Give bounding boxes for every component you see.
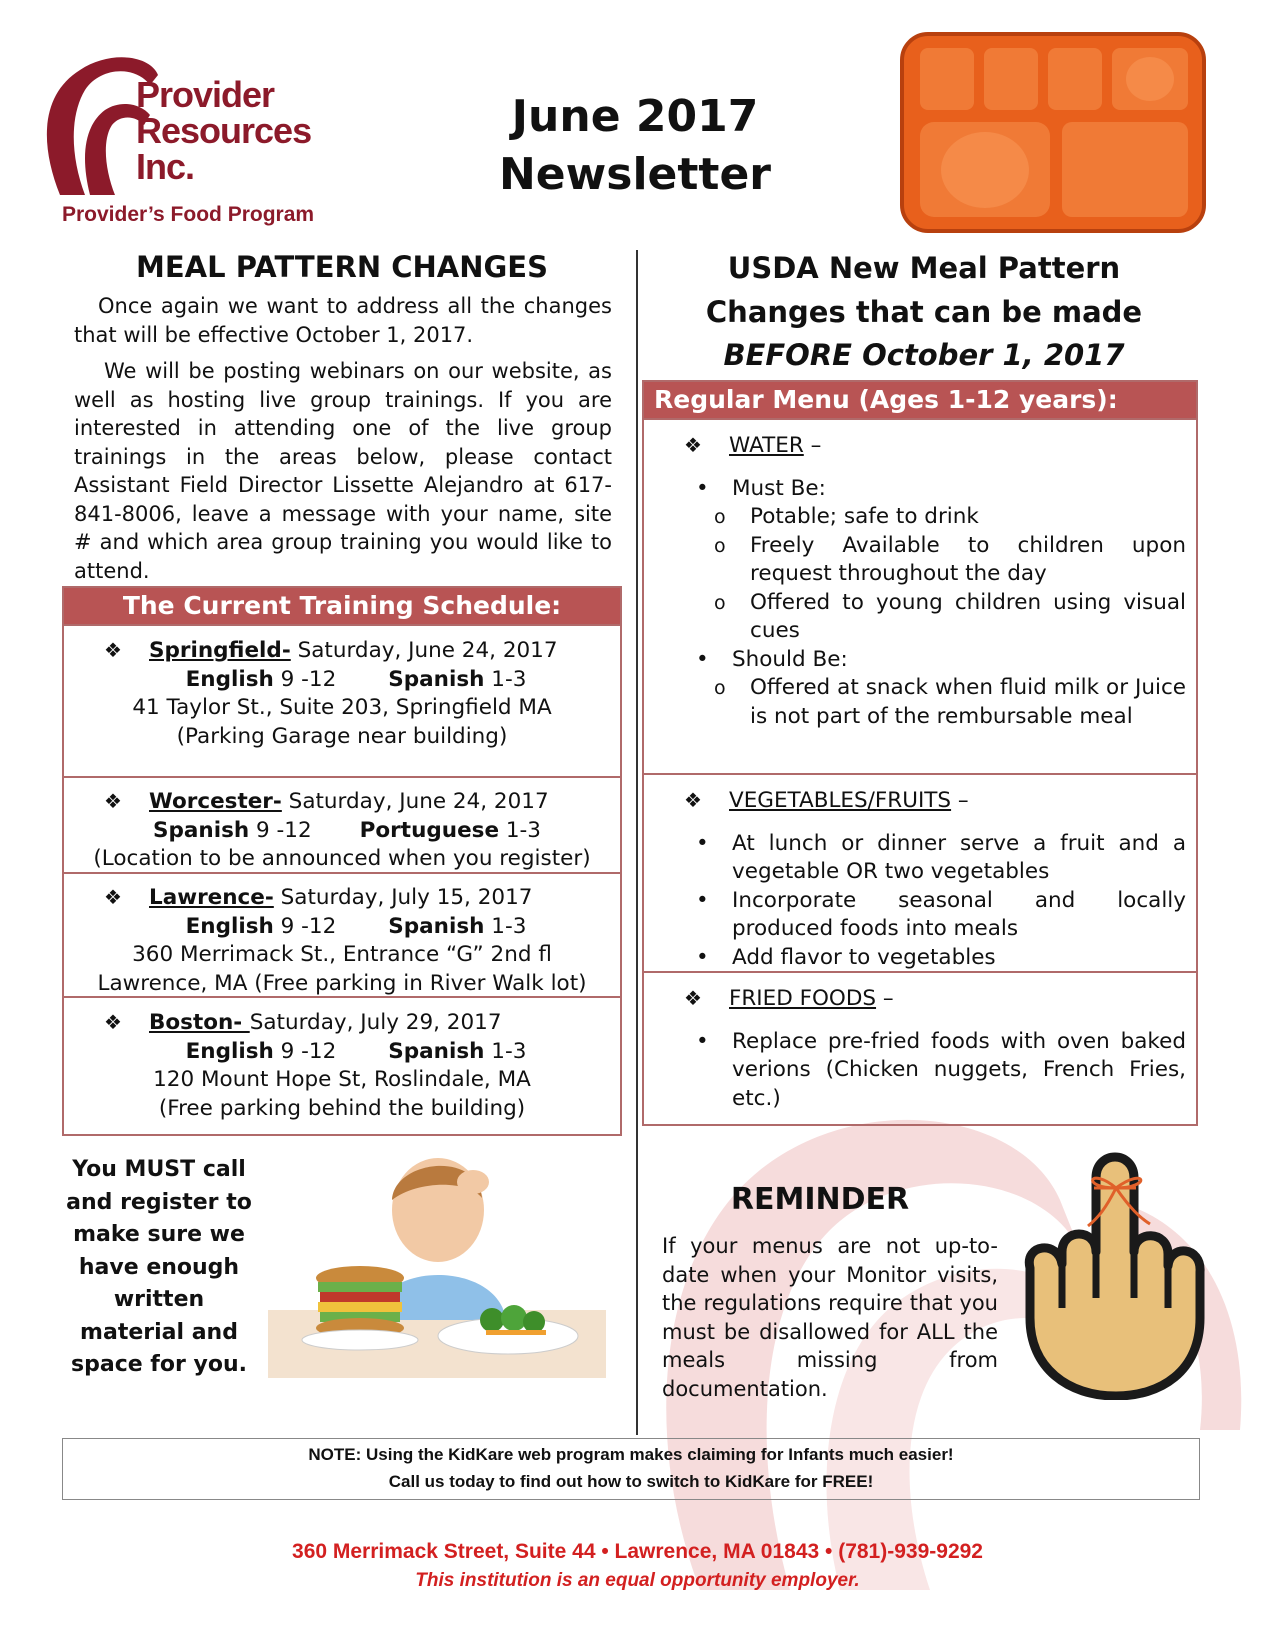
veg-item: • Add flavor to vegetables xyxy=(644,944,1196,973)
regular-menu-heading: Regular Menu (Ages 1-12 years): xyxy=(644,382,1196,420)
logo-line-3: Inc. xyxy=(136,146,195,187)
water-dash: – xyxy=(803,433,822,458)
training-paragraph: We will be posting webinars on our website, as well as hosting live group trainings. If you are interested in attending one of the live group trainings in the areas below, please contact Assistant Field Director Lissette Alejandro at 617-841-8006, leave a message with your name, site # and which area group training you would like to attend. xyxy=(74,359,612,583)
schedule-date: Saturday, June 24, 2017 xyxy=(290,638,558,663)
logo-line-1: Provider xyxy=(136,74,275,115)
logo-line-2: Resources xyxy=(136,110,312,151)
kidkare-note xyxy=(62,1438,1200,1500)
water-must-item: o Freely Available to children upon request throughout the day xyxy=(644,532,1196,589)
note-line-1: NOTE: Using the KidKare web program makes claiming for Infants much easier! xyxy=(308,1445,954,1464)
child-with-food-image xyxy=(268,1150,606,1378)
schedule-item-boston xyxy=(64,998,620,1132)
veg-dash: – xyxy=(951,788,969,813)
schedule-lang-1: English xyxy=(185,1038,274,1064)
schedule-time-2: 1-3 xyxy=(484,1038,527,1064)
diamond-bullet-icon: ❖ xyxy=(684,986,702,1010)
usda-heading-line-1: USDA New Meal Pattern xyxy=(727,251,1121,285)
finger-string-reminder-icon xyxy=(1010,1148,1210,1400)
reminder-heading: REMINDER xyxy=(730,1182,910,1217)
intro-paragraph: Once again we want to address all the changes that will be effective October 1, 2017. xyxy=(74,294,612,347)
schedule-lang-2: Spanish xyxy=(388,913,485,939)
veg-item: • At lunch or dinner serve a fruit and a vegetable OR two vegetables xyxy=(644,830,1196,887)
fried-foods-section xyxy=(644,973,1196,1120)
schedule-heading: The Current Training Schedule: xyxy=(64,588,620,626)
schedule-time-2: 1-3 xyxy=(484,913,527,939)
usda-heading-line-3: BEFORE October 1, 2017 xyxy=(723,338,1125,372)
schedule-city: Worcester- xyxy=(149,789,282,814)
must-be-label: • Must Be: xyxy=(644,475,1196,504)
diamond-bullet-icon: ❖ xyxy=(104,789,122,813)
schedule-item-worcester xyxy=(64,778,620,874)
must-call-notice: You MUST call and register to make sure we have enough written material and space for you. xyxy=(66,1157,252,1377)
schedule-time-1: 9 -12 xyxy=(273,1038,337,1064)
footer-eeo-statement: This institution is an equal opportunity employer. xyxy=(415,1570,860,1591)
schedule-address: 120 Mount Hope St, Roslindale, MA xyxy=(153,1067,531,1092)
schedule-lang-1: English xyxy=(185,913,274,939)
schedule-city: Springfield- xyxy=(149,638,291,663)
schedule-item-lawrence xyxy=(64,874,620,998)
diamond-bullet-icon: ❖ xyxy=(684,788,702,812)
fried-dash: – xyxy=(876,986,894,1011)
veg-item: • Incorporate seasonal and locally produced foods into meals xyxy=(644,887,1196,944)
water-must-item: o Potable; safe to drink xyxy=(644,503,1196,532)
schedule-item-springfield xyxy=(64,626,620,778)
training-schedule xyxy=(62,586,622,1136)
water-must-item: o Offered to young children using visual cues xyxy=(644,589,1196,646)
should-be-label: • Should Be: xyxy=(644,646,1196,675)
schedule-lang-1: Spanish xyxy=(153,817,250,843)
usda-heading-line-2: Changes that can be made xyxy=(705,294,1143,329)
schedule-time-1: 9 -12 xyxy=(273,913,337,939)
schedule-city: Boston- xyxy=(149,1010,250,1035)
title-line-2: Newsletter xyxy=(498,149,772,200)
schedule-city: Lawrence- xyxy=(149,885,274,910)
diamond-bullet-icon: ❖ xyxy=(104,885,122,909)
veg-title: VEGETABLES/FRUITS xyxy=(729,788,952,813)
schedule-lang-2: Portuguese xyxy=(359,817,500,843)
schedule-date: Saturday, July 29, 2017 xyxy=(249,1010,502,1035)
schedule-parking: Lawrence, MA (Free parking in River Walk lot) xyxy=(97,970,587,996)
logo-tagline: Provider’s Food Program xyxy=(62,203,315,226)
schedule-address: (Location to be announced when you register) xyxy=(93,846,591,871)
water-section xyxy=(644,420,1196,775)
newsletter-title xyxy=(440,88,830,204)
title-line-1: June 2017 xyxy=(511,91,759,142)
schedule-lang-1: English xyxy=(185,666,274,692)
schedule-time-2: 1-3 xyxy=(499,817,541,843)
schedule-address: 360 Merrimack St., Entrance “G” 2nd fl xyxy=(132,942,552,967)
vegetables-fruits-section xyxy=(644,775,1196,973)
schedule-lang-2: Spanish xyxy=(388,666,485,692)
schedule-parking: (Free parking behind the building) xyxy=(158,1095,526,1121)
regular-menu-box xyxy=(642,380,1198,1126)
schedule-time-1: 9 -12 xyxy=(249,817,312,843)
meal-tray-image xyxy=(898,30,1208,235)
reminder-text: If your menus are not up-to-date when your Monitor visits, the regulations require that you must be disallowed for ALL the meals missing from documentation. xyxy=(662,1234,998,1401)
water-title: WATER xyxy=(729,433,804,458)
footer-address: 360 Merrimack Street, Suite 44 • Lawrence, MA 01843 • (781)-939-9292 xyxy=(292,1540,983,1563)
schedule-time-1: 9 -12 xyxy=(273,666,337,692)
schedule-lang-2: Spanish xyxy=(388,1038,485,1064)
diamond-bullet-icon: ❖ xyxy=(684,433,702,457)
meal-pattern-heading: MEAL PATTERN CHANGES xyxy=(136,250,548,284)
diamond-bullet-icon: ❖ xyxy=(104,638,122,662)
diamond-bullet-icon: ❖ xyxy=(104,1010,122,1034)
fried-item: • Replace pre-fried foods with oven baked verions (Chicken nuggets, French Fries, etc.) xyxy=(644,1028,1196,1114)
column-divider xyxy=(636,250,638,1435)
note-line-2: Call us today to find out how to switch to KidKare for FREE! xyxy=(388,1472,874,1491)
schedule-parking: (Parking Garage near building) xyxy=(176,723,508,749)
schedule-date: Saturday, July 15, 2017 xyxy=(273,885,533,910)
schedule-time-2: 1-3 xyxy=(484,666,527,692)
fried-title: FRIED FOODS xyxy=(729,986,877,1011)
water-should-item: o Offered at snack when fluid milk or Juice is not part of the rembursable meal xyxy=(644,674,1196,731)
usda-heading xyxy=(644,247,1204,378)
logo xyxy=(40,45,350,235)
schedule-address: 41 Taylor St., Suite 203, Springfield MA xyxy=(132,695,552,720)
schedule-date: Saturday, June 24, 2017 xyxy=(281,789,549,814)
